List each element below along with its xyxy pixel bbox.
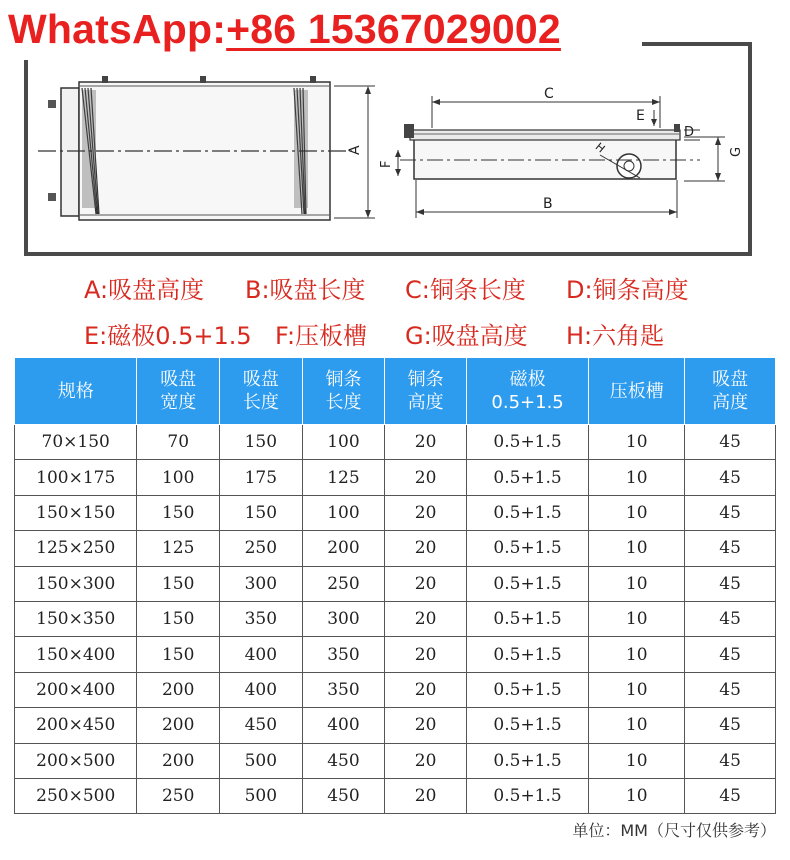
table-cell: 150: [220, 495, 303, 530]
table-cell: 45: [685, 708, 776, 743]
table-cell: 20: [385, 495, 467, 530]
table-cell: 45: [685, 425, 776, 460]
dim-label-g: G: [729, 146, 744, 157]
table-cell: 350: [220, 601, 303, 636]
table-cell: 20: [385, 460, 467, 495]
table-cell: 0.5+1.5: [466, 425, 588, 460]
whatsapp-prefix: WhatsApp:: [8, 6, 227, 52]
table-cell: 150: [137, 566, 220, 601]
column-header-line2: 高度: [712, 392, 749, 413]
table-cell: 10: [589, 531, 685, 566]
column-header-line1: 压板槽: [609, 380, 664, 402]
column-header: [137, 358, 220, 425]
table-cell: 10: [589, 425, 685, 460]
table-cell: 10: [589, 672, 685, 707]
table-cell: 20: [385, 778, 467, 813]
table-cell: 0.5+1.5: [466, 708, 588, 743]
table-cell: 500: [220, 778, 303, 813]
column-header-line1: 吸盘: [160, 369, 197, 390]
table-cell: 45: [685, 566, 776, 601]
table-cell: 400: [302, 708, 385, 743]
table-cell: 300: [302, 601, 385, 636]
table-cell: 20: [385, 601, 467, 636]
table-cell: 0.5+1.5: [466, 601, 588, 636]
column-header: [589, 358, 685, 425]
spec-table: [14, 357, 776, 814]
column-header-line1: 吸盘: [712, 369, 749, 390]
table-cell: 200: [302, 531, 385, 566]
legend-b: B:吸盘长度: [245, 276, 366, 304]
table-cell: 45: [685, 531, 776, 566]
table-cell: 10: [589, 460, 685, 495]
table-cell: 250: [137, 778, 220, 813]
table-cell: 125×250: [15, 531, 137, 566]
column-header-line1: 铜条: [325, 369, 362, 390]
spec-table-header: [15, 358, 776, 425]
table-row: [15, 425, 776, 460]
column-header-line1: 规格: [57, 380, 94, 402]
table-cell: 45: [685, 743, 776, 778]
table-cell: 125: [137, 531, 220, 566]
table-cell: 250: [220, 531, 303, 566]
table-row: [15, 708, 776, 743]
table-cell: 10: [589, 495, 685, 530]
table-cell: 20: [385, 425, 467, 460]
table-cell: 45: [685, 637, 776, 672]
table-cell: 0.5+1.5: [466, 566, 588, 601]
table-row: [15, 672, 776, 707]
table-cell: 150: [220, 425, 303, 460]
table-cell: 10: [589, 601, 685, 636]
table-cell: 250: [302, 566, 385, 601]
table-cell: 150: [137, 495, 220, 530]
table-row: [15, 460, 776, 495]
table-cell: 150: [137, 637, 220, 672]
table-cell: 200×500: [15, 743, 137, 778]
unit-note: 单位：MM（尺寸仅供参考）: [572, 821, 776, 840]
table-cell: 450: [220, 708, 303, 743]
dim-label-f: F: [379, 160, 394, 168]
table-cell: 175: [220, 460, 303, 495]
table-cell: 150×400: [15, 637, 137, 672]
column-header: [385, 358, 467, 425]
column-header: [685, 358, 776, 425]
table-cell: 100: [302, 425, 385, 460]
technical-drawing: [0, 0, 790, 260]
table-cell: 10: [589, 743, 685, 778]
column-header: [466, 358, 588, 425]
table-cell: 200: [137, 672, 220, 707]
table-row: [15, 531, 776, 566]
table-cell: 150: [137, 601, 220, 636]
left-view: [38, 76, 375, 220]
table-cell: 45: [685, 601, 776, 636]
table-cell: 10: [589, 566, 685, 601]
table-cell: 150×350: [15, 601, 137, 636]
table-cell: 10: [589, 778, 685, 813]
table-cell: 200: [137, 708, 220, 743]
dim-label-e: E: [636, 108, 645, 124]
table-cell: 70: [137, 425, 220, 460]
column-header-line1: 铜条: [407, 369, 444, 390]
dim-label-h: H: [592, 140, 608, 156]
table-cell: 100×175: [15, 460, 137, 495]
table-cell: 450: [302, 743, 385, 778]
legend-g: G:吸盘高度: [405, 322, 528, 350]
dim-label-d: D: [684, 125, 695, 140]
legend-h: H:六角匙: [566, 322, 665, 350]
table-cell: 20: [385, 708, 467, 743]
table-cell: 200×400: [15, 672, 137, 707]
table-cell: 150×150: [15, 495, 137, 530]
table-cell: 400: [220, 637, 303, 672]
table-row: [15, 495, 776, 530]
table-row: [15, 601, 776, 636]
table-cell: 150×300: [15, 566, 137, 601]
column-header: [302, 358, 385, 425]
table-cell: 200×450: [15, 708, 137, 743]
table-cell: 45: [685, 672, 776, 707]
table-cell: 0.5+1.5: [466, 743, 588, 778]
table-cell: 250×500: [15, 778, 137, 813]
table-cell: 100: [137, 460, 220, 495]
table-cell: 0.5+1.5: [466, 531, 588, 566]
column-header-line1: 吸盘: [242, 369, 279, 390]
table-cell: 20: [385, 743, 467, 778]
table-cell: 20: [385, 531, 467, 566]
table-cell: 300: [220, 566, 303, 601]
column-header-line2: 长度: [325, 392, 362, 413]
table-cell: 45: [685, 495, 776, 530]
legend-e: E:磁极0.5+1.5: [84, 322, 252, 350]
column-header-line2: 高度: [407, 392, 444, 413]
column-header-line2: 长度: [242, 392, 279, 413]
table-cell: 100: [302, 495, 385, 530]
legend-d: D:铜条高度: [566, 276, 689, 304]
table-row: [15, 743, 776, 778]
table-row: [15, 566, 776, 601]
table-cell: 500: [220, 743, 303, 778]
column-header-line2: 0.5+1.5: [491, 392, 564, 413]
dim-label-b: B: [543, 196, 553, 212]
dim-label-a: A: [347, 145, 363, 155]
table-cell: 0.5+1.5: [466, 778, 588, 813]
table-cell: 350: [302, 637, 385, 672]
legend-a: A:吸盘高度: [84, 276, 205, 304]
table-cell: 20: [385, 672, 467, 707]
table-cell: 20: [385, 637, 467, 672]
table-cell: 10: [589, 708, 685, 743]
column-header: [15, 358, 137, 425]
column-header-line1: 磁极: [509, 369, 546, 390]
table-cell: 0.5+1.5: [466, 460, 588, 495]
table-cell: 0.5+1.5: [466, 637, 588, 672]
right-view: [379, 86, 744, 218]
table-cell: 45: [685, 460, 776, 495]
table-cell: 0.5+1.5: [466, 495, 588, 530]
table-row: [15, 637, 776, 672]
table-cell: 450: [302, 778, 385, 813]
table-cell: 0.5+1.5: [466, 672, 588, 707]
legend-c: C:铜条长度: [405, 276, 526, 304]
dim-label-c: C: [544, 86, 554, 102]
column-header-line2: 宽度: [160, 392, 197, 413]
table-cell: 400: [220, 672, 303, 707]
table-cell: 350: [302, 672, 385, 707]
column-header: [220, 358, 303, 425]
table-cell: 20: [385, 566, 467, 601]
whatsapp-phone[interactable]: +86 15367029002: [226, 6, 561, 52]
table-cell: 200: [137, 743, 220, 778]
legend-f: F:压板槽: [275, 322, 368, 350]
spec-table-body: [15, 425, 776, 814]
table-cell: 45: [685, 778, 776, 813]
table-cell: 10: [589, 637, 685, 672]
table-row: [15, 778, 776, 813]
table-cell: 125: [302, 460, 385, 495]
table-cell: 70×150: [15, 425, 137, 460]
